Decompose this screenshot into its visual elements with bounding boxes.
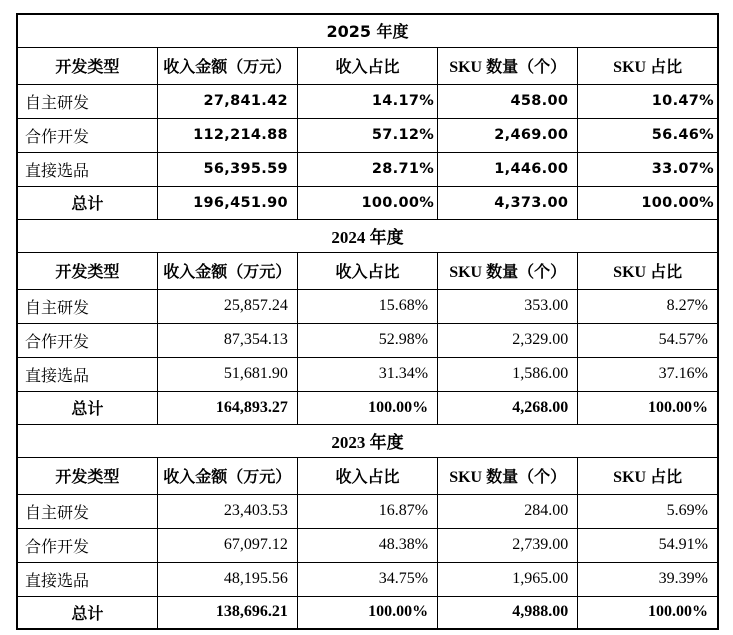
- column-header-type: 开发类型: [17, 457, 157, 494]
- total-revenue-pct-cell: 100.00%: [297, 596, 437, 629]
- total-revenue-cell: 196,451.90: [157, 186, 297, 219]
- table-row: [17, 323, 718, 357]
- total-row: [17, 596, 718, 629]
- column-header-revenue-pct: 收入占比: [297, 457, 437, 494]
- revenue-pct-cell: 48.38%: [297, 528, 437, 562]
- total-revenue-pct-cell: 100.00%: [297, 186, 437, 219]
- total-sku-cell: 4,373.00: [438, 186, 578, 219]
- revenue-cell: 27,841.42: [157, 84, 297, 118]
- column-header-sku-pct: SKU 占比: [578, 457, 718, 494]
- row-label: 合作开发: [17, 118, 157, 152]
- sku-cell: 284.00: [438, 494, 578, 528]
- sku-pct-cell: 33.07%: [578, 152, 718, 186]
- total-label: 总计: [17, 596, 157, 629]
- column-header-type: 开发类型: [17, 47, 157, 84]
- revenue-cell: 87,354.13: [157, 323, 297, 357]
- section-title: 2025 年度: [17, 14, 718, 47]
- row-label: 直接选品: [17, 357, 157, 391]
- sku-pct-cell: 54.57%: [578, 323, 718, 357]
- row-label: 合作开发: [17, 323, 157, 357]
- total-sku-pct-cell: 100.00%: [578, 596, 718, 629]
- section-title: 2024 年度: [17, 219, 718, 252]
- column-header-revenue: 收入金额（万元）: [157, 47, 297, 84]
- section-title: 2023 年度: [17, 424, 718, 457]
- row-label: 自主研发: [17, 494, 157, 528]
- sku-pct-cell: 54.91%: [578, 528, 718, 562]
- total-revenue-cell: 164,893.27: [157, 391, 297, 424]
- table-row: [17, 562, 718, 596]
- revenue-by-development-type-table: [16, 13, 719, 630]
- column-header-row: [17, 457, 718, 494]
- column-header-sku-pct: SKU 占比: [578, 47, 718, 84]
- total-sku-pct-cell: 100.00%: [578, 186, 718, 219]
- sku-cell: 1,965.00: [438, 562, 578, 596]
- revenue-pct-cell: 15.68%: [297, 289, 437, 323]
- section-title-row: [17, 14, 718, 47]
- revenue-pct-cell: 16.87%: [297, 494, 437, 528]
- row-label: 直接选品: [17, 562, 157, 596]
- revenue-pct-cell: 34.75%: [297, 562, 437, 596]
- column-header-row: [17, 47, 718, 84]
- total-revenue-pct-cell: 100.00%: [297, 391, 437, 424]
- table-row: [17, 84, 718, 118]
- sku-pct-cell: 8.27%: [578, 289, 718, 323]
- section-2024: [17, 219, 718, 424]
- revenue-cell: 67,097.12: [157, 528, 297, 562]
- total-row: [17, 186, 718, 219]
- sku-cell: 1,586.00: [438, 357, 578, 391]
- sku-pct-cell: 56.46%: [578, 118, 718, 152]
- total-label: 总计: [17, 186, 157, 219]
- section-title-row: [17, 219, 718, 252]
- total-revenue-cell: 138,696.21: [157, 596, 297, 629]
- section-2025: [17, 14, 718, 219]
- sku-cell: 353.00: [438, 289, 578, 323]
- table-row: [17, 152, 718, 186]
- section-title-row: [17, 424, 718, 457]
- revenue-pct-cell: 28.71%: [297, 152, 437, 186]
- column-header-revenue-pct: 收入占比: [297, 252, 437, 289]
- total-label: 总计: [17, 391, 157, 424]
- total-row: [17, 391, 718, 424]
- total-sku-cell: 4,268.00: [438, 391, 578, 424]
- column-header-revenue: 收入金额（万元）: [157, 457, 297, 494]
- revenue-pct-cell: 14.17%: [297, 84, 437, 118]
- revenue-cell: 51,681.90: [157, 357, 297, 391]
- sku-cell: 2,469.00: [438, 118, 578, 152]
- revenue-cell: 56,395.59: [157, 152, 297, 186]
- sku-pct-cell: 37.16%: [578, 357, 718, 391]
- row-label: 直接选品: [17, 152, 157, 186]
- column-header-sku: SKU 数量（个）: [438, 457, 578, 494]
- revenue-cell: 25,857.24: [157, 289, 297, 323]
- sku-cell: 2,739.00: [438, 528, 578, 562]
- sku-pct-cell: 5.69%: [578, 494, 718, 528]
- table-row: [17, 289, 718, 323]
- row-label: 自主研发: [17, 289, 157, 323]
- column-header-sku: SKU 数量（个）: [438, 47, 578, 84]
- revenue-pct-cell: 31.34%: [297, 357, 437, 391]
- column-header-revenue: 收入金额（万元）: [157, 252, 297, 289]
- column-header-sku: SKU 数量（个）: [438, 252, 578, 289]
- row-label: 自主研发: [17, 84, 157, 118]
- revenue-cell: 23,403.53: [157, 494, 297, 528]
- revenue-pct-cell: 57.12%: [297, 118, 437, 152]
- revenue-cell: 112,214.88: [157, 118, 297, 152]
- total-sku-pct-cell: 100.00%: [578, 391, 718, 424]
- sku-cell: 458.00: [438, 84, 578, 118]
- column-header-type: 开发类型: [17, 252, 157, 289]
- revenue-cell: 48,195.56: [157, 562, 297, 596]
- table-row: [17, 494, 718, 528]
- table-row: [17, 528, 718, 562]
- table-row: [17, 357, 718, 391]
- revenue-pct-cell: 52.98%: [297, 323, 437, 357]
- row-label: 合作开发: [17, 528, 157, 562]
- sku-pct-cell: 10.47%: [578, 84, 718, 118]
- sku-cell: 2,329.00: [438, 323, 578, 357]
- column-header-sku-pct: SKU 占比: [578, 252, 718, 289]
- section-2023: [17, 424, 718, 629]
- table-row: [17, 118, 718, 152]
- column-header-revenue-pct: 收入占比: [297, 47, 437, 84]
- column-header-row: [17, 252, 718, 289]
- total-sku-cell: 4,988.00: [438, 596, 578, 629]
- sku-cell: 1,446.00: [438, 152, 578, 186]
- sku-pct-cell: 39.39%: [578, 562, 718, 596]
